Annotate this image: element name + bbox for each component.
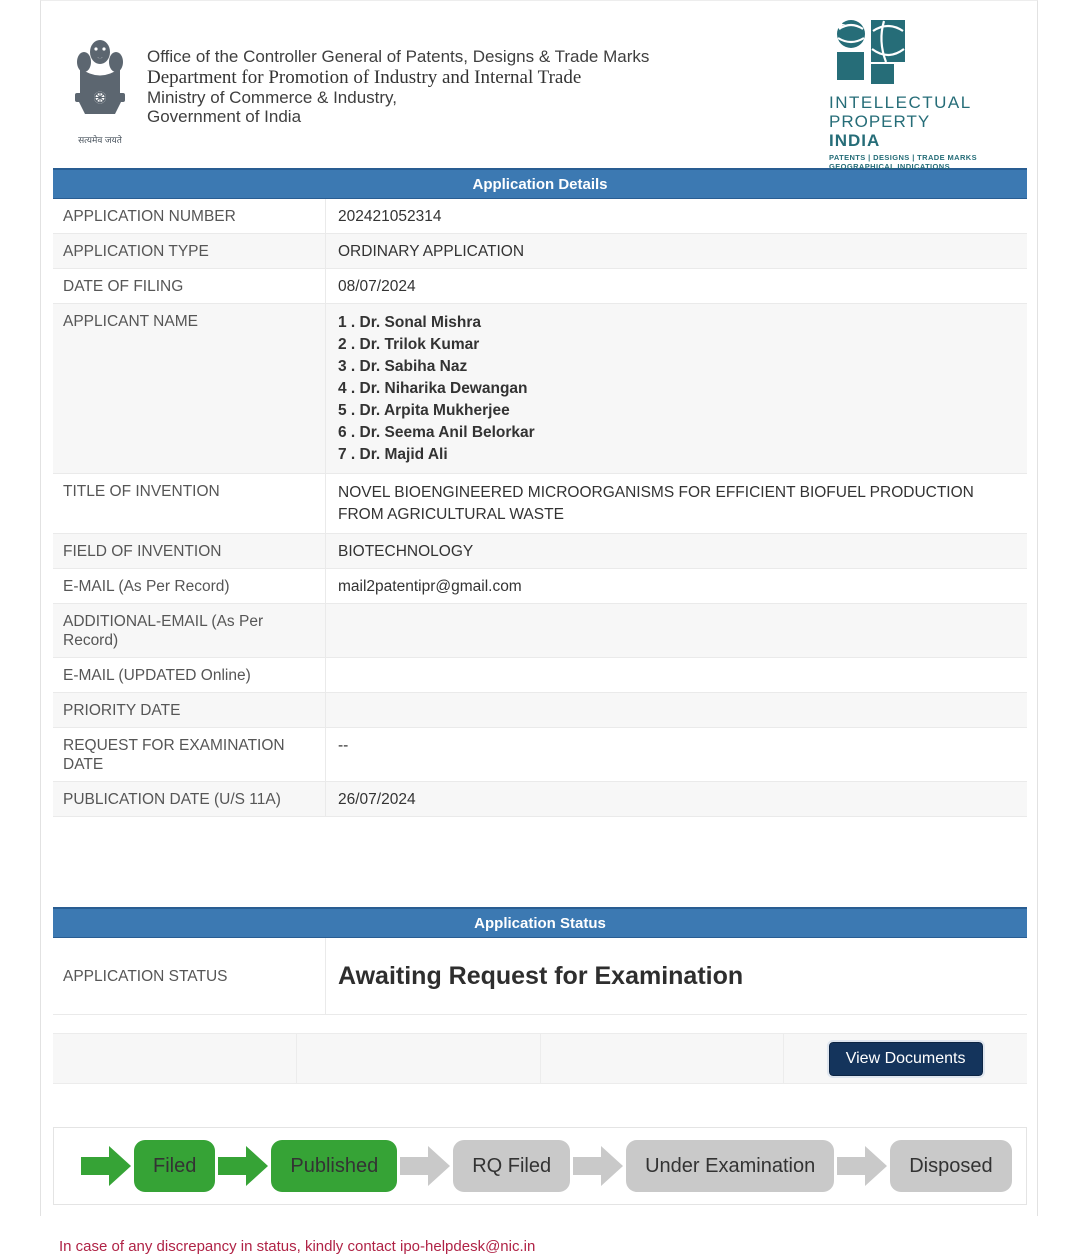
table-row-application-status (53, 938, 1027, 1015)
view-documents-button[interactable]: View Documents (829, 1042, 983, 1076)
action-cell-empty (541, 1034, 785, 1083)
row-value: BIOTECHNOLOGY (338, 543, 474, 560)
table-row-application-number (53, 199, 1027, 234)
flow-step-filed: Filed (134, 1140, 215, 1192)
office-line-2: Department for Promotion of Industry and Internal Trade (147, 67, 582, 88)
applicant-name: 5 . Dr. Arpita Mukherjee (338, 402, 510, 419)
arrow-right-icon (573, 1146, 623, 1186)
row-label: PUBLICATION DATE (U/S 11A) (53, 782, 326, 816)
logo-text-intellectual: INTELLECTUAL (829, 93, 972, 112)
table-row-publication-date (53, 782, 1027, 817)
row-label: DATE OF FILING (53, 269, 326, 303)
action-cell-empty (53, 1034, 297, 1083)
row-label: E-MAIL (As Per Record) (53, 569, 326, 603)
flow-step-rq-filed: RQ Filed (453, 1140, 570, 1192)
emblem-of-india-icon (65, 37, 135, 145)
applicant-name: 2 . Dr. Trilok Kumar (338, 336, 480, 353)
emblem-caption: सत्यमेव जयते (78, 135, 122, 145)
arrow-right-icon (81, 1146, 131, 1186)
lion-capital-icon (68, 37, 132, 129)
application-status-section (53, 907, 1027, 1015)
application-status-header: Application Status (53, 907, 1027, 938)
applicant-name: 7 . Dr. Majid Ali (338, 446, 448, 463)
ip-india-logo-icon (829, 19, 947, 85)
page-container (40, 0, 1038, 1255)
table-row-email-updated (53, 658, 1027, 693)
row-value (326, 304, 1027, 473)
row-value: mail2patentipr@gmail.com (338, 578, 522, 595)
row-value (326, 693, 1027, 727)
row-label: ADDITIONAL-EMAIL (As Per Record) (53, 604, 326, 657)
ip-india-logo (829, 19, 979, 171)
office-line-1: Office of the Controller General of Patents, Designs & Trade Marks (147, 47, 650, 66)
row-label: APPLICANT NAME (53, 304, 326, 473)
flow-step-under-examination: Under Examination (626, 1140, 834, 1192)
table-row-application-type (53, 234, 1027, 269)
row-value (326, 658, 1027, 692)
applicant-name: 6 . Dr. Seema Anil Belorkar (338, 424, 535, 441)
logo-text-property-india: PROPERTY INDIA (829, 112, 930, 150)
table-row-applicant-name (53, 304, 1027, 474)
row-label: APPLICATION STATUS (53, 938, 326, 1014)
application-status-value: Awaiting Request for Examination (338, 962, 744, 990)
table-row-priority-date (53, 693, 1027, 728)
row-value: 08/07/2024 (338, 278, 416, 295)
table-row-additional-email (53, 604, 1027, 658)
row-value (326, 604, 1027, 657)
applicant-name: 1 . Dr. Sonal Mishra (338, 314, 481, 331)
logo-text-patents-designs-trademarks: PATENTS | DESIGNS | TRADE MARKS (829, 153, 977, 162)
row-label: REQUEST FOR EXAMINATION DATE (53, 728, 326, 781)
row-label: APPLICATION TYPE (53, 234, 326, 268)
table-row-date-of-filing (53, 269, 1027, 304)
row-value: NOVEL BIOENGINEERED MICROORGANISMS FOR EFFICIENT BIOFUEL PRODUCTION FROM AGRICULTURAL WASTE (338, 484, 974, 523)
row-label: APPLICATION NUMBER (53, 199, 326, 233)
office-line-3: Ministry of Commerce & Industry, (147, 88, 398, 107)
action-cell-empty (297, 1034, 541, 1083)
row-value: ORDINARY APPLICATION (338, 243, 525, 260)
flow-step-published: Published (271, 1140, 397, 1192)
discrepancy-note: In case of any discrepancy in status, kindly contact ipo-helpdesk@nic.in (59, 1238, 536, 1255)
flow-step-disposed: Disposed (890, 1140, 1011, 1192)
table-row-title-of-invention (53, 474, 1027, 534)
office-line-4: Government of India (147, 107, 302, 126)
table-row-field-of-invention (53, 534, 1027, 569)
table-row-rfe-date (53, 728, 1027, 782)
row-value: -- (338, 737, 349, 754)
logo-text-geographical-indications: GEOGRAPHICAL INDICATIONS (829, 162, 950, 171)
action-cell-view-documents (784, 1034, 1027, 1083)
row-value: 202421052314 (338, 208, 442, 225)
row-value: 26/07/2024 (338, 791, 416, 808)
arrow-right-icon (837, 1146, 887, 1186)
row-label: PRIORITY DATE (53, 693, 326, 727)
office-title-block (147, 37, 649, 126)
arrow-right-icon (218, 1146, 268, 1186)
action-row (53, 1033, 1027, 1084)
arrow-right-icon (400, 1146, 450, 1186)
status-flow (53, 1127, 1027, 1205)
application-details-section (53, 168, 1027, 817)
row-label: E-MAIL (UPDATED Online) (53, 658, 326, 692)
row-label: FIELD OF INVENTION (53, 534, 326, 568)
applicant-name: 3 . Dr. Sabiha Naz (338, 358, 468, 375)
table-row-email-record (53, 569, 1027, 604)
row-label: TITLE OF INVENTION (53, 474, 326, 533)
applicant-name: 4 . Dr. Niharika Dewangan (338, 380, 528, 397)
application-details-header: Application Details (53, 168, 1027, 199)
